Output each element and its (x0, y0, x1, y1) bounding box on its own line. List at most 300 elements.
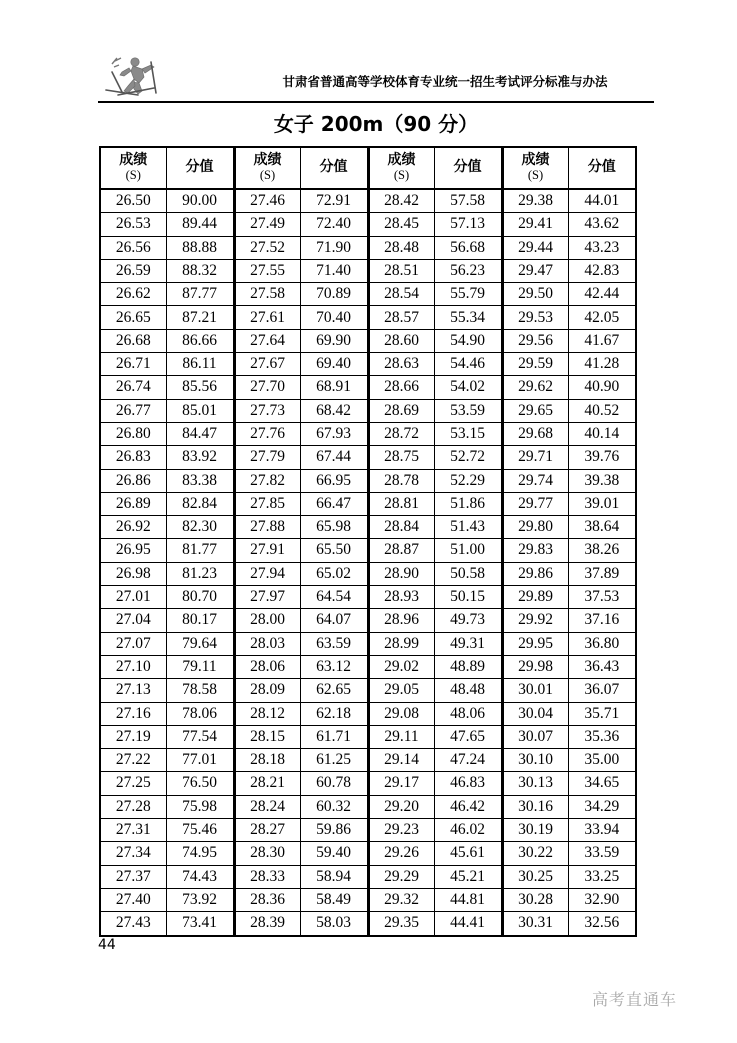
table-row (100, 446, 636, 469)
cell-time: 26.98 (100, 562, 166, 585)
cell-time: 26.56 (100, 236, 166, 259)
column-header-unit: (S) (393, 168, 410, 183)
cell-time: 29.38 (502, 189, 568, 213)
cell-score: 79.64 (166, 632, 234, 655)
cell-time: 26.83 (100, 446, 166, 469)
cell-time: 29.65 (502, 399, 568, 422)
cell-time: 28.87 (368, 539, 434, 562)
cell-time: 29.05 (368, 679, 434, 702)
cell-time: 29.53 (502, 306, 568, 329)
cell-time: 28.66 (368, 376, 434, 399)
cell-score: 74.95 (166, 842, 234, 865)
cell-time: 28.09 (234, 679, 300, 702)
cell-time: 28.63 (368, 353, 434, 376)
cell-time: 30.19 (502, 819, 568, 842)
cell-score: 34.65 (568, 772, 636, 795)
cell-score: 41.67 (568, 329, 636, 352)
cell-score: 73.92 (166, 888, 234, 911)
cell-score: 82.30 (166, 516, 234, 539)
cell-score: 38.26 (568, 539, 636, 562)
page-title: 女子 200m（90 分） (273, 112, 479, 136)
cell-time: 26.80 (100, 422, 166, 445)
cell-score: 61.25 (300, 749, 368, 772)
cell-score: 52.72 (434, 446, 502, 469)
cell-time: 28.93 (368, 586, 434, 609)
column-header-label: 分值 (185, 159, 214, 176)
page-header (98, 52, 654, 98)
column-header-5 (368, 147, 434, 189)
cell-time: 29.44 (502, 236, 568, 259)
cell-score: 61.71 (300, 725, 368, 748)
table-row (100, 469, 636, 492)
cell-score: 87.21 (166, 306, 234, 329)
table-row (100, 842, 636, 865)
cell-time: 30.16 (502, 795, 568, 818)
cell-time: 30.25 (502, 865, 568, 888)
cell-time: 30.22 (502, 842, 568, 865)
cell-score: 86.11 (166, 353, 234, 376)
cell-score: 88.32 (166, 259, 234, 282)
cell-time: 27.67 (234, 353, 300, 376)
table-row (100, 702, 636, 725)
column-header-unit: (S) (527, 168, 544, 183)
column-header-label: 分值 (319, 159, 348, 176)
cell-time: 28.36 (234, 888, 300, 911)
cell-time: 29.62 (502, 376, 568, 399)
cell-score: 55.34 (434, 306, 502, 329)
cell-time: 26.71 (100, 353, 166, 376)
header-divider (98, 101, 654, 103)
page-number: 44 (98, 937, 116, 953)
cell-time: 29.71 (502, 446, 568, 469)
cell-time: 29.77 (502, 492, 568, 515)
cell-time: 29.23 (368, 819, 434, 842)
cell-score: 71.40 (300, 259, 368, 282)
table-row (100, 492, 636, 515)
cell-time: 27.79 (234, 446, 300, 469)
cell-score: 47.24 (434, 749, 502, 772)
cell-time: 28.81 (368, 492, 434, 515)
cell-time: 28.42 (368, 189, 434, 213)
cell-time: 29.92 (502, 609, 568, 632)
cell-time: 30.13 (502, 772, 568, 795)
cell-time: 30.31 (502, 912, 568, 936)
table-row (100, 725, 636, 748)
cell-time: 27.49 (234, 213, 300, 236)
table-row (100, 749, 636, 772)
cell-time: 27.16 (100, 702, 166, 725)
cell-score: 65.50 (300, 539, 368, 562)
table-row (100, 888, 636, 911)
cell-score: 42.05 (568, 306, 636, 329)
cell-time: 26.50 (100, 189, 166, 213)
cell-score: 58.03 (300, 912, 368, 936)
table-row (100, 632, 636, 655)
cell-score: 35.36 (568, 725, 636, 748)
table-header-row (100, 147, 636, 189)
cell-score: 35.71 (568, 702, 636, 725)
cell-score: 36.43 (568, 655, 636, 678)
cell-score: 62.18 (300, 702, 368, 725)
cell-time: 28.99 (368, 632, 434, 655)
cell-score: 69.90 (300, 329, 368, 352)
cell-score: 63.59 (300, 632, 368, 655)
cell-time: 27.52 (234, 236, 300, 259)
column-header-label: 分值 (453, 159, 482, 176)
table-row (100, 795, 636, 818)
cell-time: 29.95 (502, 632, 568, 655)
score-table (99, 146, 637, 937)
cell-time: 27.19 (100, 725, 166, 748)
cell-score: 45.61 (434, 842, 502, 865)
cell-score: 75.46 (166, 819, 234, 842)
cell-time: 29.89 (502, 586, 568, 609)
cell-score: 43.23 (568, 236, 636, 259)
cell-time: 26.92 (100, 516, 166, 539)
cell-time: 28.72 (368, 422, 434, 445)
cell-score: 59.40 (300, 842, 368, 865)
cell-score: 82.84 (166, 492, 234, 515)
cell-score: 43.62 (568, 213, 636, 236)
cell-score: 46.83 (434, 772, 502, 795)
cell-time: 27.22 (100, 749, 166, 772)
cell-score: 63.12 (300, 655, 368, 678)
cell-score: 33.94 (568, 819, 636, 842)
table-row (100, 283, 636, 306)
header-title: 甘肃省普通高等学校体育专业统一招生考试评分标准与办法 (282, 74, 608, 89)
cell-score: 79.11 (166, 655, 234, 678)
cell-time: 29.59 (502, 353, 568, 376)
cell-score: 83.38 (166, 469, 234, 492)
cell-time: 26.65 (100, 306, 166, 329)
cell-score: 54.02 (434, 376, 502, 399)
cell-time: 26.53 (100, 213, 166, 236)
cell-time: 30.04 (502, 702, 568, 725)
cell-score: 38.64 (568, 516, 636, 539)
table-row (100, 399, 636, 422)
cell-time: 27.37 (100, 865, 166, 888)
cell-score: 44.01 (568, 189, 636, 213)
cell-score: 45.21 (434, 865, 502, 888)
cell-score: 54.46 (434, 353, 502, 376)
column-header-label: 成绩 (253, 152, 282, 169)
cell-time: 27.97 (234, 586, 300, 609)
cell-time: 27.46 (234, 189, 300, 213)
cell-score: 62.65 (300, 679, 368, 702)
watermark: 高考直通车 (592, 990, 678, 1009)
table-row (100, 189, 636, 213)
table-row (100, 259, 636, 282)
cell-score: 33.25 (568, 865, 636, 888)
cell-time: 29.86 (502, 562, 568, 585)
cell-score: 68.91 (300, 376, 368, 399)
cell-score: 55.79 (434, 283, 502, 306)
cell-score: 90.00 (166, 189, 234, 213)
cell-score: 60.78 (300, 772, 368, 795)
cell-time: 27.88 (234, 516, 300, 539)
cell-score: 70.40 (300, 306, 368, 329)
table-row (100, 912, 636, 936)
cell-time: 27.85 (234, 492, 300, 515)
cell-score: 68.42 (300, 399, 368, 422)
cell-time: 26.86 (100, 469, 166, 492)
cell-time: 29.74 (502, 469, 568, 492)
cell-time: 27.91 (234, 539, 300, 562)
cell-score: 52.29 (434, 469, 502, 492)
cell-score: 72.40 (300, 213, 368, 236)
cell-time: 29.11 (368, 725, 434, 748)
cell-score: 44.41 (434, 912, 502, 936)
cell-score: 83.92 (166, 446, 234, 469)
cell-time: 29.32 (368, 888, 434, 911)
cell-score: 39.01 (568, 492, 636, 515)
cell-score: 85.01 (166, 399, 234, 422)
cell-time: 26.59 (100, 259, 166, 282)
cell-score: 46.42 (434, 795, 502, 818)
cell-time: 28.96 (368, 609, 434, 632)
cell-score: 50.15 (434, 586, 502, 609)
cell-score: 81.77 (166, 539, 234, 562)
cell-score: 48.89 (434, 655, 502, 678)
cell-score: 53.15 (434, 422, 502, 445)
cell-time: 28.33 (234, 865, 300, 888)
cell-score: 37.53 (568, 586, 636, 609)
cell-score: 76.50 (166, 772, 234, 795)
cell-score: 42.83 (568, 259, 636, 282)
score-table-container (99, 146, 637, 937)
cell-time: 30.10 (502, 749, 568, 772)
cell-time: 29.14 (368, 749, 434, 772)
cell-score: 81.23 (166, 562, 234, 585)
cell-time: 28.39 (234, 912, 300, 936)
cell-score: 75.98 (166, 795, 234, 818)
cell-time: 28.06 (234, 655, 300, 678)
cell-time: 28.15 (234, 725, 300, 748)
cell-time: 28.27 (234, 819, 300, 842)
cell-score: 87.77 (166, 283, 234, 306)
cell-time: 28.45 (368, 213, 434, 236)
cell-time: 29.68 (502, 422, 568, 445)
column-header-2 (166, 147, 234, 189)
cell-time: 27.73 (234, 399, 300, 422)
cell-time: 28.03 (234, 632, 300, 655)
cell-score: 80.17 (166, 609, 234, 632)
cell-score: 46.02 (434, 819, 502, 842)
cell-time: 28.75 (368, 446, 434, 469)
cell-score: 39.38 (568, 469, 636, 492)
cell-time: 29.29 (368, 865, 434, 888)
cell-score: 42.44 (568, 283, 636, 306)
cell-score: 66.47 (300, 492, 368, 515)
cell-score: 77.01 (166, 749, 234, 772)
table-row (100, 679, 636, 702)
cell-score: 51.86 (434, 492, 502, 515)
cell-score: 53.59 (434, 399, 502, 422)
cell-score: 32.90 (568, 888, 636, 911)
cell-time: 28.90 (368, 562, 434, 585)
cell-time: 27.40 (100, 888, 166, 911)
table-row (100, 609, 636, 632)
cell-score: 40.52 (568, 399, 636, 422)
table-row (100, 586, 636, 609)
table-row (100, 516, 636, 539)
cell-time: 29.80 (502, 516, 568, 539)
cell-time: 27.01 (100, 586, 166, 609)
cell-score: 69.40 (300, 353, 368, 376)
cell-score: 57.13 (434, 213, 502, 236)
cell-time: 27.61 (234, 306, 300, 329)
cell-score: 32.56 (568, 912, 636, 936)
cell-score: 77.54 (166, 725, 234, 748)
cell-score: 67.44 (300, 446, 368, 469)
cell-score: 67.93 (300, 422, 368, 445)
table-row (100, 865, 636, 888)
column-header-1 (100, 147, 166, 189)
cell-score: 74.43 (166, 865, 234, 888)
cell-score: 84.47 (166, 422, 234, 445)
column-header-3 (234, 147, 300, 189)
cell-time: 28.78 (368, 469, 434, 492)
cell-score: 37.89 (568, 562, 636, 585)
cell-time: 27.10 (100, 655, 166, 678)
cell-time: 29.20 (368, 795, 434, 818)
cell-time: 27.34 (100, 842, 166, 865)
cell-time: 28.00 (234, 609, 300, 632)
table-row (100, 422, 636, 445)
column-header-label: 成绩 (521, 152, 550, 169)
cell-time: 28.51 (368, 259, 434, 282)
cell-score: 54.90 (434, 329, 502, 352)
cell-score: 36.07 (568, 679, 636, 702)
cell-time: 27.76 (234, 422, 300, 445)
cell-score: 49.31 (434, 632, 502, 655)
cell-score: 36.80 (568, 632, 636, 655)
cell-score: 41.28 (568, 353, 636, 376)
cell-time: 28.48 (368, 236, 434, 259)
cell-time: 29.98 (502, 655, 568, 678)
cell-time: 30.07 (502, 725, 568, 748)
cell-time: 27.82 (234, 469, 300, 492)
cell-time: 29.83 (502, 539, 568, 562)
cell-time: 28.57 (368, 306, 434, 329)
cell-time: 28.21 (234, 772, 300, 795)
column-header-unit: (S) (259, 168, 276, 183)
cell-score: 58.94 (300, 865, 368, 888)
cell-time: 29.02 (368, 655, 434, 678)
cell-time: 30.01 (502, 679, 568, 702)
cell-score: 56.68 (434, 236, 502, 259)
cell-score: 73.41 (166, 912, 234, 936)
table-row (100, 213, 636, 236)
table-row (100, 236, 636, 259)
cell-score: 78.06 (166, 702, 234, 725)
cell-score: 85.56 (166, 376, 234, 399)
cell-score: 51.00 (434, 539, 502, 562)
cell-score: 66.95 (300, 469, 368, 492)
table-row (100, 819, 636, 842)
table-row (100, 353, 636, 376)
cell-time: 26.74 (100, 376, 166, 399)
column-header-label: 成绩 (119, 152, 148, 169)
cell-score: 40.90 (568, 376, 636, 399)
cell-score: 70.89 (300, 283, 368, 306)
cell-score: 71.90 (300, 236, 368, 259)
table-row (100, 562, 636, 585)
cell-time: 29.26 (368, 842, 434, 865)
cell-time: 27.70 (234, 376, 300, 399)
cell-time: 26.68 (100, 329, 166, 352)
cell-score: 39.76 (568, 446, 636, 469)
column-header-6 (434, 147, 502, 189)
cell-score: 60.32 (300, 795, 368, 818)
table-row (100, 772, 636, 795)
cell-score: 48.06 (434, 702, 502, 725)
cell-score: 56.23 (434, 259, 502, 282)
column-header-7 (502, 147, 568, 189)
cell-score: 48.48 (434, 679, 502, 702)
cell-score: 34.29 (568, 795, 636, 818)
cell-time: 28.84 (368, 516, 434, 539)
column-header-unit: (S) (125, 168, 141, 183)
cell-time: 28.24 (234, 795, 300, 818)
cell-time: 27.58 (234, 283, 300, 306)
cell-time: 29.41 (502, 213, 568, 236)
cell-time: 27.07 (100, 632, 166, 655)
cell-time: 27.25 (100, 772, 166, 795)
cell-time: 28.60 (368, 329, 434, 352)
cell-score: 65.02 (300, 562, 368, 585)
cell-time: 28.54 (368, 283, 434, 306)
cell-time: 29.47 (502, 259, 568, 282)
table-row (100, 655, 636, 678)
cell-score: 78.58 (166, 679, 234, 702)
cell-score: 35.00 (568, 749, 636, 772)
cell-score: 88.88 (166, 236, 234, 259)
cell-score: 51.43 (434, 516, 502, 539)
cell-time: 29.08 (368, 702, 434, 725)
cell-time: 27.43 (100, 912, 166, 936)
cell-score: 44.81 (434, 888, 502, 911)
table-row (100, 376, 636, 399)
cell-time: 27.28 (100, 795, 166, 818)
cell-score: 72.91 (300, 189, 368, 213)
cell-time: 27.04 (100, 609, 166, 632)
cell-score: 58.49 (300, 888, 368, 911)
cell-time: 26.77 (100, 399, 166, 422)
cell-time: 27.31 (100, 819, 166, 842)
cell-score: 37.16 (568, 609, 636, 632)
column-header-8 (568, 147, 636, 189)
skier-logo-icon (98, 52, 172, 98)
column-header-label: 成绩 (387, 152, 416, 169)
cell-time: 27.64 (234, 329, 300, 352)
cell-time: 30.28 (502, 888, 568, 911)
cell-time: 28.12 (234, 702, 300, 725)
column-header-4 (300, 147, 368, 189)
cell-score: 33.59 (568, 842, 636, 865)
cell-time: 29.35 (368, 912, 434, 936)
table-row (100, 306, 636, 329)
cell-time: 28.18 (234, 749, 300, 772)
cell-score: 47.65 (434, 725, 502, 748)
cell-time: 27.55 (234, 259, 300, 282)
cell-time: 29.17 (368, 772, 434, 795)
cell-score: 49.73 (434, 609, 502, 632)
cell-score: 57.58 (434, 189, 502, 213)
cell-time: 26.62 (100, 283, 166, 306)
column-header-label: 分值 (587, 159, 616, 176)
cell-time: 28.69 (368, 399, 434, 422)
